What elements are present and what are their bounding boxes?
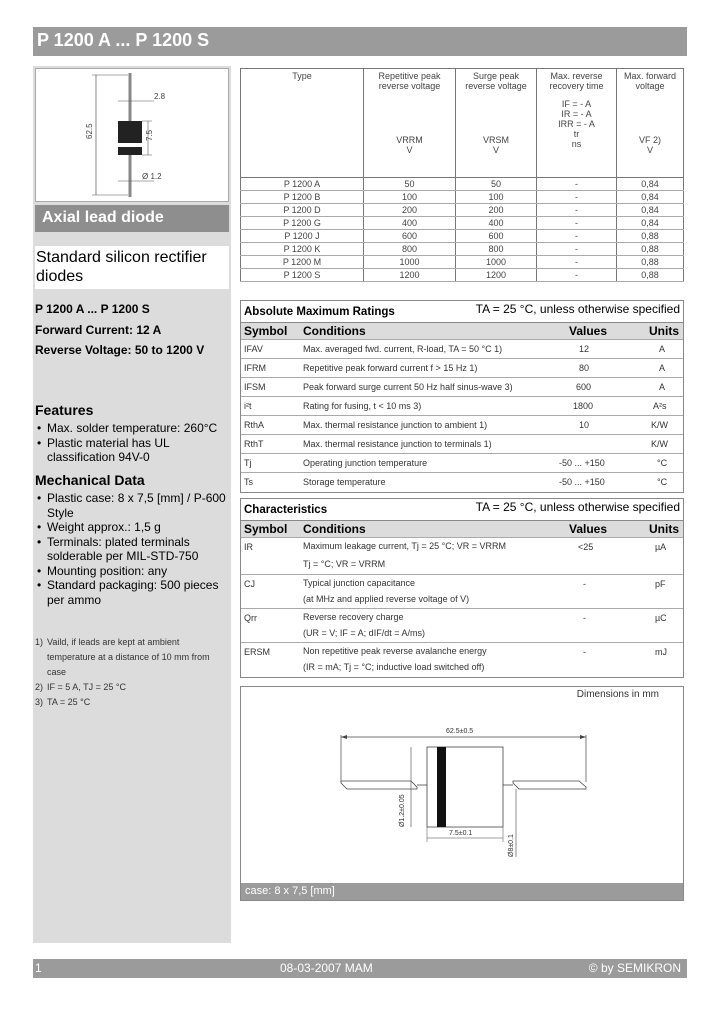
list-item: • Standard packaging: 500 pieces per ammo <box>35 578 229 607</box>
diode-outline-icon <box>36 69 228 201</box>
table-row: RthA Max. thermal resistance junction to ambient 1) 10 K/W <box>241 416 683 435</box>
mechanical-heading: Mechanical Data <box>35 472 145 488</box>
dim-length: 62.5 <box>85 123 94 139</box>
col-type: Type <box>241 69 364 178</box>
footer-copyright: © by SEMIKRON <box>588 961 681 975</box>
list-item: • Plastic material has UL classification 94V-0 <box>35 436 229 465</box>
summary-part: P 1200 A ... P 1200 S <box>35 302 150 316</box>
subtitle: Standard silicon rectifier diodes <box>35 246 229 289</box>
dimension-drawing <box>241 687 683 883</box>
col-rep: Repetitive peak reverse voltage VRRM V <box>364 69 456 178</box>
dim-diameter-body: Ø1.2±0.05 <box>399 794 406 827</box>
list-item: • Mounting position: any <box>35 564 229 579</box>
list-item: • Weight approx.: 1,5 g <box>35 520 229 535</box>
list-item: • Terminals: plated terminals solderable per MIL-STD-750 <box>35 535 229 564</box>
footnote-text: IF = 5 A, TJ = 25 °C <box>47 682 126 692</box>
footnotes <box>35 635 229 710</box>
col-forward: Max. forward voltage VF 2) V <box>617 69 684 178</box>
footer-date: 08-03-2007 MAM <box>280 961 373 975</box>
footnote-text: TA = 25 °C <box>47 697 91 707</box>
char-cond: TA = 25 °C, unless otherwise specified <box>475 500 680 514</box>
table-row: i²t Rating for fusing, t < 10 ms 3) 1800 A²s <box>241 397 683 416</box>
table-row: IR Maximum leakage current, Tj = 25 °C; VR = VRRM Tj = °C; VR = VRRM <25 µA <box>241 538 683 575</box>
table-row: Ts Storage temperature -50 ... +150 °C <box>244 477 668 487</box>
table-row: P 1200 S 1200 1200 - 0,88 <box>241 269 684 282</box>
diode-drawing <box>35 68 229 202</box>
footnote-num: 1) <box>35 637 44 647</box>
table-row: Tj Operating junction temperature -50 ... +150 °C <box>241 454 683 473</box>
case-label: case: 8 x 7,5 [mm] <box>241 883 683 900</box>
footnote-text: Vaild, if leads are kept at ambient temperature at a distance of 10 mm from case <box>47 637 210 677</box>
summary-current: Forward Current: 12 A <box>35 323 162 337</box>
table-row: P 1200 G 400 400 - 0,84 <box>241 217 684 230</box>
dim-diameter: Ø 1.2 <box>142 172 162 181</box>
dimensions-box <box>240 686 684 901</box>
type-table <box>240 68 684 282</box>
footnote-num: 2) <box>35 682 44 692</box>
col-recovery: Max. reverse recovery time IF = - A IR = - A IRR = - A tr ns <box>537 69 617 178</box>
list-item: • Plastic case: 8 x 7,5 [mm] / P-600 Style <box>35 491 229 520</box>
table-row: P 1200 J 600 600 - 0,88 <box>241 230 684 243</box>
char-title: Characteristics <box>244 504 328 516</box>
title-bar <box>33 27 687 56</box>
table-row: CJ Typical junction capacitance (at MHz and applied reverse voltage of V) - pF <box>241 575 683 609</box>
abs-max-title: Absolute Maximum Ratings <box>244 306 395 318</box>
summary-voltage: Reverse Voltage: 50 to 1200 V <box>35 343 205 357</box>
footnote-num: 3) <box>35 697 44 707</box>
features-list <box>35 421 229 465</box>
page-number: 1 <box>35 961 42 975</box>
col-surge: Surge peak reverse voltage VRSM V <box>456 69 537 178</box>
axial-label: Axial lead diode <box>42 209 164 226</box>
table-row: P 1200 K 800 800 - 0,88 <box>241 243 684 256</box>
dim-lead: Ø8±0.1 <box>508 834 515 857</box>
mechanical-list <box>35 491 229 607</box>
table-row: P 1200 M 1000 1000 - 0,88 <box>241 256 684 269</box>
axial-label-band <box>35 205 229 232</box>
list-item: • Max. solder temperature: 260°C <box>35 421 229 436</box>
characteristics-section <box>240 498 684 678</box>
abs-max-section <box>240 300 684 493</box>
table-row: P 1200 B 100 100 - 0,84 <box>241 191 684 204</box>
table-row: RthT Max. thermal resistance junction to terminals 1) K/W <box>241 435 683 454</box>
char-header: Symbol Conditions Values Units <box>241 521 683 538</box>
dim-body-len: 7.5±0.1 <box>449 830 473 837</box>
dimensions-label: Dimensions in mm <box>576 689 659 700</box>
abs-max-header: Symbol Conditions Values Units <box>241 323 683 340</box>
table-row: ERSM Non repetitive peak reverse avalanche energy (IR = mA; Tj = °C; inductive load switched off) - mJ <box>244 646 667 672</box>
table-row: IFRM Repetitive peak forward current f > 15 Hz 1) 80 A <box>241 359 683 378</box>
table-row: Qrr Reverse recovery charge (UR = V; IF = A; dIF/dt = A/ms) - µC <box>241 609 683 643</box>
features-heading: Features <box>35 402 94 418</box>
dim-total: 62.5±0.5 <box>446 728 474 735</box>
table-row: IFSM Peak forward surge current 50 Hz half sinus-wave 3) 600 A <box>241 378 683 397</box>
page-title: P 1200 A ... P 1200 S <box>37 30 210 50</box>
footer <box>33 959 687 978</box>
table-row: P 1200 A 50 50 - 0,84 <box>241 178 684 191</box>
table-row: IFAV Max. averaged fwd. current, R-load, TA = 50 °C 1) 12 A <box>241 340 683 359</box>
table-row: P 1200 D 200 200 - 0,84 <box>241 204 684 217</box>
dim-top: 2.8 <box>154 92 166 101</box>
abs-max-cond: TA = 25 °C, unless otherwise specified <box>475 302 680 316</box>
dim-body: 7.5 <box>145 129 154 141</box>
